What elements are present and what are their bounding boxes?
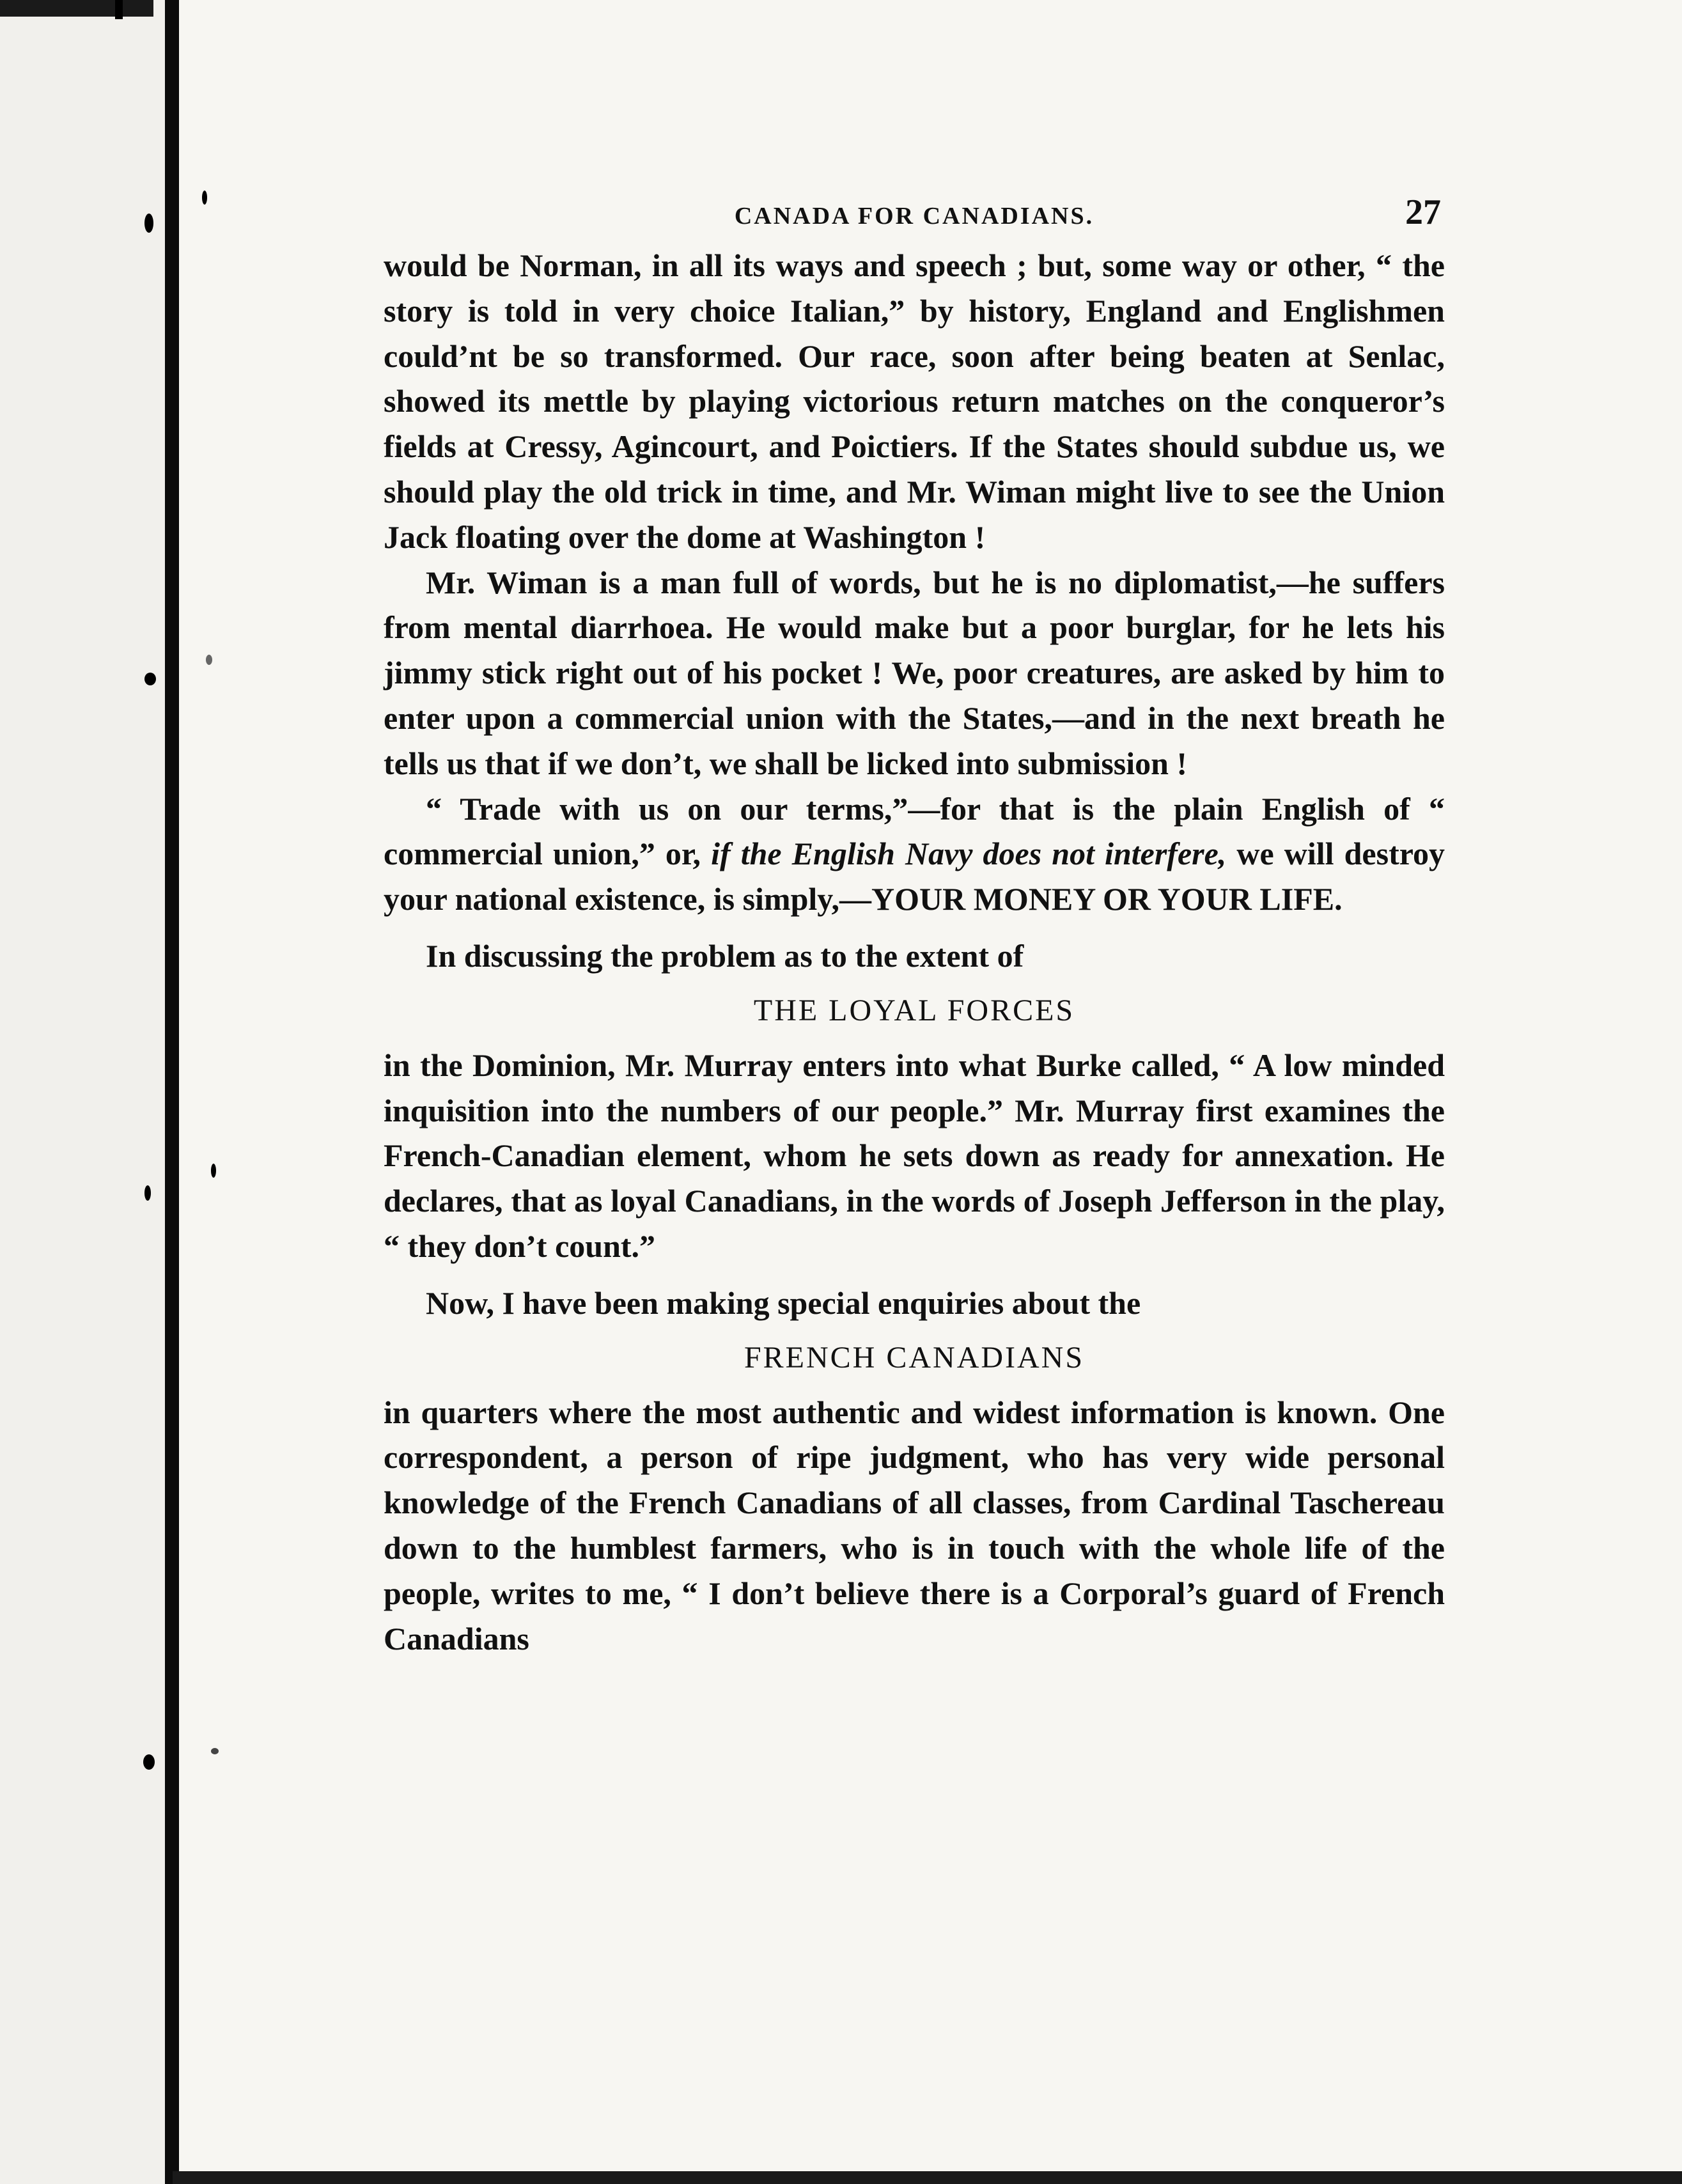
paragraph-text: we will destroy your national existence, is simply,—YOUR MONEY OR YOUR LIFE. xyxy=(384,836,1445,917)
margin-speck xyxy=(211,1748,219,1754)
paragraph: In discussing the problem as to the extent of xyxy=(426,937,1024,974)
italic-phrase: if the English Navy does not interfere, xyxy=(711,836,1227,872)
paragraph: Now, I have been making special enquiries about the xyxy=(426,1284,1141,1321)
margin-speck xyxy=(143,1754,155,1770)
paragraph xyxy=(384,786,1445,922)
page-number: 27 xyxy=(1405,192,1441,232)
bottom-edge-rule xyxy=(173,2171,1682,2184)
margin-speck xyxy=(144,673,156,685)
margin-speck xyxy=(202,191,207,205)
paragraph: in the Dominion, Mr. Murray enters into what Burke called, “ A low minded inquisition into the numbers of our people.” Mr. Murray first examines the French-Canadian element, whom he sets down as ready for annexation. He declares, that as loyal Canadians, in the words of Joseph Jefferson in the play, “ they don’t count.” xyxy=(384,1047,1445,1264)
paragraph: would be Norman, in all its ways and speech ; but, some way or other, “ the story is told in very choice Italian,” by history, England and Englishmen could’nt be so transformed. Our race, soon after being beaten at Senlac, showed its mettle by playing victorious return matches on the conqueror’s fields at Cressy, Agincourt, and Poictiers. If the States should subdue us, we should play the old trick in time, and Mr. Wiman might live to see the Union Jack floating over the dome at Washington ! xyxy=(384,247,1445,555)
margin-speck xyxy=(144,214,153,233)
page-body xyxy=(384,192,1445,1661)
paragraph: Mr. Wiman is a man full of words, but he is no diplomatist,—he suffers from mental diarrhoea. He would make but a poor burglar, for he lets his jimmy stick right out of his pocket ! We, poor creatures, are asked by him to enter upon a commercial union with the States,—and in the next breath he tells us that if we don’t, we shall be licked into submission ! xyxy=(384,564,1445,781)
top-edge-tick xyxy=(115,0,123,19)
left-margin xyxy=(0,0,173,2184)
paragraph-text: “ Trade with us on our terms,”—for that is the plain English of “ commercial union,” or, xyxy=(384,790,1445,872)
section-heading: FRENCH CANADIANS xyxy=(744,1340,1085,1375)
margin-speck xyxy=(206,655,212,665)
binding-edge xyxy=(165,0,179,2184)
page-header xyxy=(384,192,1445,243)
margin-speck xyxy=(211,1164,216,1178)
top-edge-rule xyxy=(0,0,153,17)
margin-speck xyxy=(144,1185,151,1201)
paragraph: in quarters where the most authentic and widest information is known. One correspondent, a person of ripe judgment, who has very wide personal knowledge of the French Canadians of all classes, from Cardinal Taschereau down to the humblest farmers, who is in touch with the whole life of the people, writes to me, “ I don’t believe there is a Corporal’s guard of French Canadians xyxy=(384,1394,1445,1657)
section-heading: THE LOYAL FORCES xyxy=(753,993,1075,1027)
running-head: CANADA FOR CANADIANS. xyxy=(734,203,1094,230)
